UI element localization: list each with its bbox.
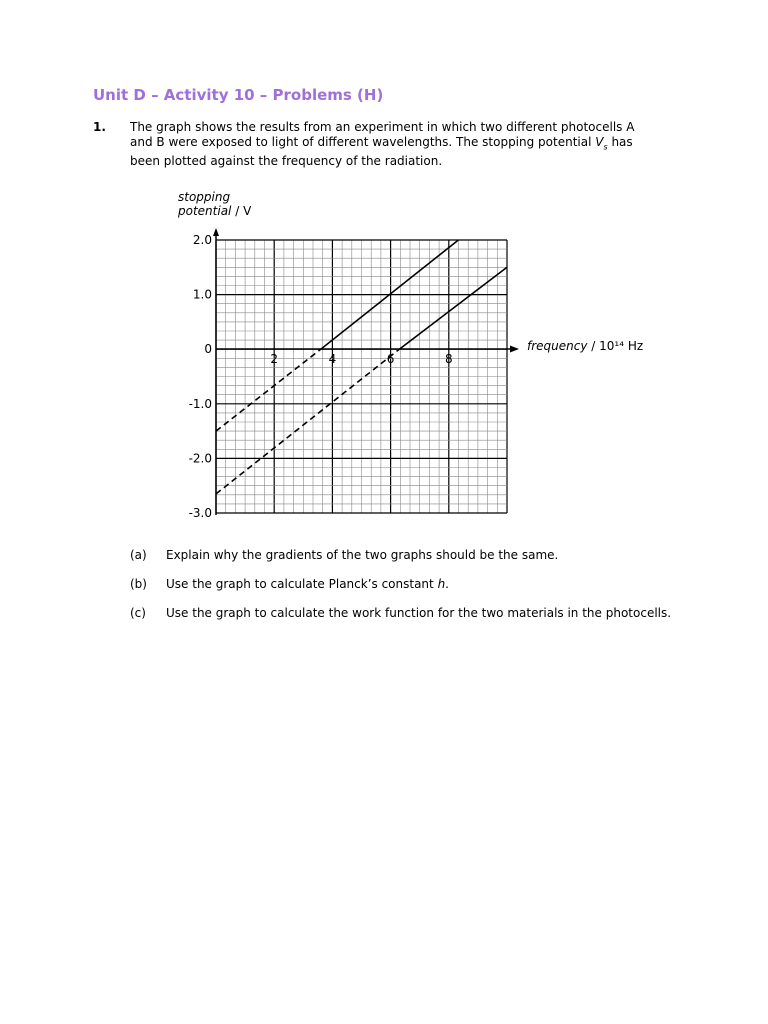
graph-grid bbox=[216, 240, 507, 513]
part-b-text-end: . bbox=[445, 577, 449, 591]
part-a-label: (a) bbox=[130, 548, 147, 562]
part-a-text: Explain why the gradients of the two graphs should be the same. bbox=[166, 548, 559, 562]
x-axis-label-quantity: frequency bbox=[527, 339, 588, 353]
y-tick-label: 0 bbox=[204, 342, 212, 357]
page-title: Unit D – Activity 10 – Problems (H) bbox=[93, 86, 384, 104]
question-line-1: The graph shows the results from an experiment in which two different photocells A bbox=[130, 120, 635, 134]
part-c-text: Use the graph to calculate the work function for the two materials in the photocells. bbox=[166, 606, 672, 620]
y-tick-label: 1.0 bbox=[192, 287, 212, 302]
part-b-label: (b) bbox=[130, 577, 147, 591]
x-axis-label-unit: / 10¹⁴ Hz bbox=[587, 339, 644, 353]
y-tick-label: -1.0 bbox=[188, 396, 212, 411]
y-tick-label: -2.0 bbox=[188, 451, 212, 466]
y-axis-label-unit: / V bbox=[231, 204, 252, 218]
y-tick-label: -3.0 bbox=[188, 506, 212, 520]
stopping-potential-subscript: s bbox=[603, 142, 608, 152]
question-parts bbox=[130, 548, 690, 635]
graph-axes bbox=[213, 228, 519, 515]
part-a bbox=[130, 548, 690, 563]
planck-constant-symbol: h bbox=[437, 577, 446, 591]
question-line-2-end: has bbox=[607, 135, 633, 149]
photocell-a-dashed-line bbox=[216, 349, 321, 431]
part-b-text bbox=[166, 577, 690, 592]
question-line-2-start: and B were exposed to light of different wavelengths. The stopping potential bbox=[130, 135, 596, 149]
x-axis-label bbox=[527, 339, 643, 353]
part-c-label: (c) bbox=[130, 606, 146, 620]
photocell-b-solid-line bbox=[399, 267, 507, 349]
y-axis-label-line2 bbox=[177, 204, 252, 218]
photocell-b-dashed-line bbox=[216, 349, 399, 494]
question-line-3: been plotted against the frequency of the radiation. bbox=[130, 154, 443, 169]
x-axis-arrow-icon bbox=[510, 346, 519, 353]
x-tick-label: 6 bbox=[386, 352, 395, 366]
part-c bbox=[130, 606, 690, 621]
part-b bbox=[130, 577, 690, 592]
x-tick-label: 8 bbox=[444, 352, 453, 366]
y-axis-label-quantity: potential bbox=[178, 204, 232, 218]
stopping-potential-symbol: V bbox=[595, 135, 604, 149]
y-axis-arrow-icon bbox=[213, 228, 219, 236]
x-tick-label: 2 bbox=[270, 352, 279, 366]
y-tick-label: 2.0 bbox=[192, 233, 212, 247]
x-tick-label: 4 bbox=[328, 352, 337, 366]
y-axis-label-line1: stopping bbox=[178, 190, 231, 204]
part-b-text-start: Use the graph to calculate Planck’s constant bbox=[166, 577, 438, 591]
question-number: 1. bbox=[93, 120, 106, 134]
